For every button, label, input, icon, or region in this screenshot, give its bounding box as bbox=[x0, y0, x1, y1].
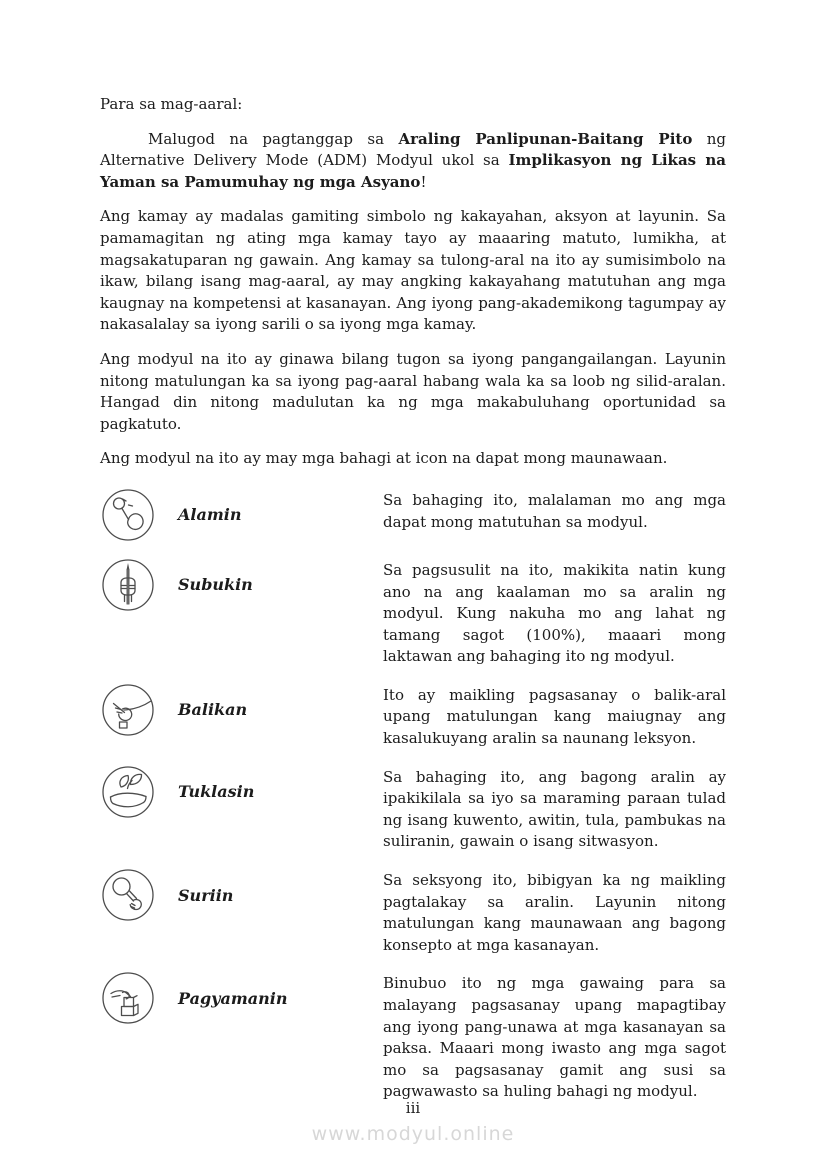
guide-row-balikan bbox=[100, 682, 726, 750]
page-number: iii bbox=[405, 1099, 421, 1117]
guide-row-subukin bbox=[100, 557, 726, 668]
tap-hand-icon bbox=[100, 487, 178, 543]
icon-description-tuklasin: Sa bahaging ito, ang bagong aralin ay ipakikilala sa iyo sa maraming paraan tulad ng isang kuwento, awitin, tula, pambukas na suliranin, gawain o isang sitwasyon. bbox=[383, 767, 726, 851]
icon-description-suriin: Sa seksyong ito, bibigyan ka ng maikling pagtalakay sa aralin. Layunin nitong matulungan kang maunawaan ang bagong konsepto at mga kasanayan. bbox=[383, 871, 726, 954]
hand-with-leaves-icon bbox=[100, 764, 178, 820]
magnifying-glass-hand-icon bbox=[100, 867, 178, 923]
icon-label-pagyamanin: Pagyamanin bbox=[178, 988, 288, 1008]
icon-label-tuklasin: Tuklasin bbox=[178, 782, 255, 802]
icon-label-subukin: Subukin bbox=[178, 575, 253, 595]
guide-row-alamin bbox=[100, 487, 726, 543]
icon-guide bbox=[100, 487, 726, 1103]
icon-label-suriin: Suriin bbox=[178, 885, 234, 905]
watermark-url: www.modyul.online bbox=[311, 1123, 515, 1145]
guide-row-pagyamanin bbox=[100, 970, 726, 1103]
intro-text-3: ! bbox=[420, 172, 427, 191]
icon-description-subukin: Sa pagsusulit na ito, makikita natin kung ano na ang kaalaman mo sa aralin ng modyul. Kung nakuha mo ang lahat ng tamang sagot (100%), maaari mong laktawan ang bahaging ito ng modyul. bbox=[383, 560, 726, 666]
icon-description-alamin: Sa bahaging ito, malalaman mo ang mga dapat mong matutuhan sa modyul. bbox=[383, 490, 726, 531]
guide-row-tuklasin bbox=[100, 764, 726, 853]
intro-bold-topic: Implikasyon ng Likas na Yaman sa Pamumuhay ng mga Asyano bbox=[100, 151, 726, 191]
intro-bold-subject: Araling Panlipunan-Baitang Pito bbox=[398, 129, 693, 148]
icon-description-balikan: Ito ay maikling pagsasanay o balik-aral upang matulungan kang maiugnay ang kasalukuyang aralin sa naunang leksyon. bbox=[383, 685, 726, 748]
body-paragraph-hands: Ang kamay ay madalas gamiting simbolo ng kakayahan, aksyon at layunin. Sa pamamagitan ng ating mga kamay tayo ay maaaring matuto, lumikha, at magsakatuparan ng gawain. Ang kamay sa tulong-aral na ito ay sumisimbolo na ikaw, bilang isang mag-aaral, ay may angking kakayahang matutuhan ang mga kaugnay na kompetensi at kasanayan. Ang iyong pang-akademikong tagumpay ay nakasalalay sa iyong sarili o sa iyong mga kamay. bbox=[100, 207, 726, 334]
body-paragraph-purpose: Ang modyul na ito ay ginawa bilang tugon sa iyong pangangailangan. Layunin nitong matulungan ka sa iyong pag-aaral habang wala ka sa loob ng silid-aralan. Hangad din nitong madulutan ka ng mga makabuluhang oportunidad sa pagkatuto. bbox=[100, 349, 726, 433]
hand-stacking-blocks-icon bbox=[100, 970, 178, 1026]
writing-hand-icon bbox=[100, 682, 178, 738]
hand-holding-pencil-icon bbox=[100, 557, 178, 613]
icon-label-balikan: Balikan bbox=[178, 700, 248, 720]
page-title: Para sa mag-aaral: bbox=[100, 95, 243, 113]
icon-description-pagyamanin: Binubuo ito ng mga gawaing para sa malayang pagsasanay upang mapagtibay ang iyong pang-unawa at mga kasanayan sa paksa. Maaari mong iwasto ang mga sagot mo sa pagsasanay gamit ang susi sa pagwawasto sa huling bahagi ng modyul. bbox=[383, 974, 726, 1101]
intro-text-2: ng Alternative Delivery Mode (ADM) Modyul ukol sa bbox=[100, 129, 727, 170]
intro-paragraph bbox=[100, 129, 726, 194]
body-paragraph-icons-intro: Ang modyul na ito ay may mga bahagi at icon na dapat mong maunawaan. bbox=[100, 449, 668, 468]
icon-label-alamin: Alamin bbox=[178, 505, 242, 525]
intro-text-1: Malugod na pagtanggap sa bbox=[148, 129, 399, 148]
guide-row-suriin bbox=[100, 867, 726, 956]
